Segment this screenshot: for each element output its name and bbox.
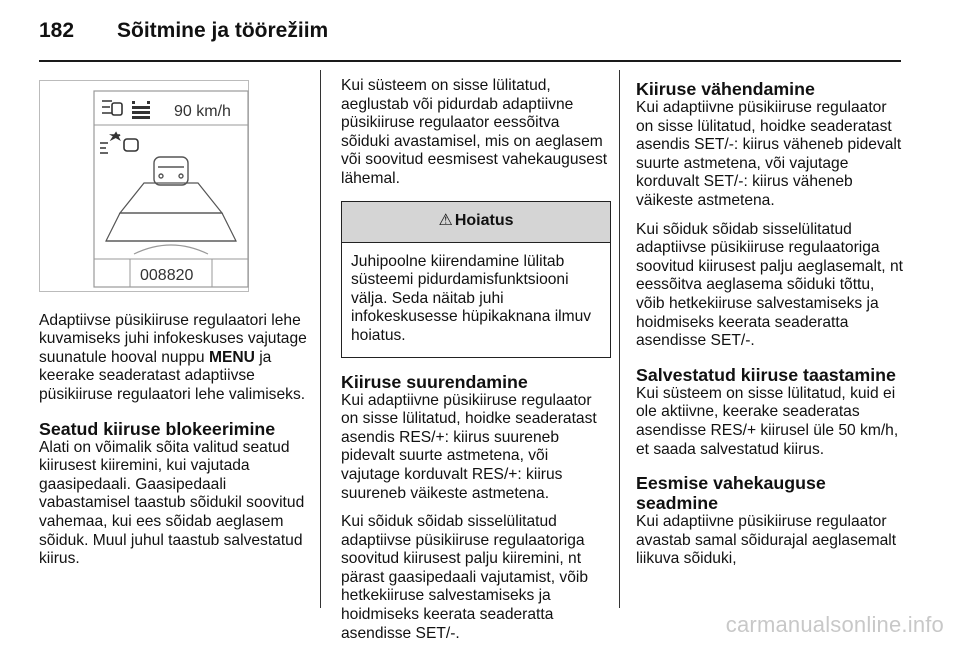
braking-paragraph: Kui süsteem on sisse lülitatud, aeglustab või pidurdab adaptiivne püsikiiruse regulaator eessõitva sõiduki avastamisel, mis on aeglasem või soovitud eesmisest vahekaugusest lähemal. bbox=[341, 77, 608, 187]
watermark: carmanualsonline.info bbox=[725, 612, 944, 637]
column-2 bbox=[341, 77, 611, 653]
warning-title: Hoiatus bbox=[454, 212, 514, 230]
heading-front-distance: Eesmise vahekauguse seadmine bbox=[636, 473, 826, 514]
heading-speed-increase: Kiiruse suurendamine bbox=[341, 371, 528, 392]
display-panel bbox=[94, 91, 248, 287]
column-3 bbox=[636, 79, 906, 579]
menu-key-label: MENU bbox=[208, 348, 255, 366]
odometer-readout: 008820 bbox=[140, 267, 194, 284]
intro-paragraph: Adaptiivse püsikiiruse regulaatori lehe kuvamiseks juhi infokeskuses vajutage suunatule hooval nuppu MENU ja keerake seaderatast adaptiivse püsikiiruse regulaatori lehe valimiseks. bbox=[39, 311, 307, 403]
speed-lock-paragraph: Alati on võimalik sõita valitud seatud kiirusest kiiremini, kui vajutada gaasipedaali. Gaasipedaali vabastamisel taastub sõidukil soovitud vahemaa, kui ees sõidab aeglasem sõiduk. Muul juhul taastub salvestatud kiirus. bbox=[39, 438, 305, 568]
column-divider-2 bbox=[619, 70, 620, 608]
warning-triangle-icon: ⚠ bbox=[438, 212, 453, 230]
increase-paragraph-1: Kui adaptiivne püsikiiruse regulaator on sisse lülitatud, hoidke seaderatast asendis RES/+: kiirus suureneb pidevalt suurte astmetena, või vajutage korduvalt RES/+: kiirus suureneb väikeste astmetena. bbox=[341, 391, 597, 502]
heading-speed-lock: Seatud kiiruse blokeerimine bbox=[39, 418, 276, 439]
page-title: Sõitmine ja töörežiim bbox=[117, 19, 329, 42]
restore-paragraph: Kui süsteem on sisse lülitatud, kuid ei ole aktiivne, keerake seaderatas asendisse RES/+ kiirusel üle 50 km/h, et saada salvestatud kiirus. bbox=[636, 384, 899, 458]
decrease-paragraph-2: Kui sõiduk sõidab sisselülitatud adaptiivse püsikiiruse regulaatoriga soovitud kiirusest palju aeglasemalt, nt eessõitva aeglasema sõiduki tõttu, võib hetkekiiruse salvestamiseks ja hoidmiseks keerata seaderatta asendisse SET/-. bbox=[636, 220, 903, 350]
front-distance-paragraph: Kui adaptiivne püsikiiruse regulaator avastab samal sõidurajal aeglasemalt liikuva sõiduki, bbox=[636, 513, 897, 568]
header-rule bbox=[39, 60, 901, 62]
warning-header bbox=[342, 202, 610, 243]
heading-speed-decrease: Kiiruse vähendamine bbox=[636, 79, 815, 99]
page-header bbox=[39, 14, 328, 48]
heading-speed-restore: Salvestatud kiiruse taastamine bbox=[636, 364, 896, 385]
warning-box bbox=[341, 201, 611, 358]
speed-readout: 90 km/h bbox=[174, 103, 231, 120]
increase-paragraph-2: Kui sõiduk sõidab sisselülitatud adaptiivse püsikiiruse regulaatoriga soovitud kiirusest palju kiiremini, nt pärast gaasipedaali vajutamist, võib hetkekiiruse salvestamiseks ja hoidmiseks keerata seaderatta asendisse SET/-. bbox=[341, 513, 589, 642]
column-divider-1 bbox=[320, 70, 321, 608]
warning-text: Juhipoolne kiirendamine lülitab süsteemi pidurdamisfunktsiooni välja. Seda näitab juhi infokeskusesse hüpikaknana ilmuv hoiatus. bbox=[351, 252, 592, 344]
column-1 bbox=[39, 70, 311, 579]
decrease-paragraph-1: Kui adaptiivne püsikiiruse regulaator on sisse lülitatud, hoidke seaderatast asendis SET/-: kiirus väheneb pidevalt suurte astmetena, või vajutage korduvalt SET/-: kiirus väheneb väikeste astmetena. bbox=[636, 99, 902, 209]
page-number: 182 bbox=[39, 19, 75, 42]
cruise-display-illustration bbox=[39, 80, 249, 292]
